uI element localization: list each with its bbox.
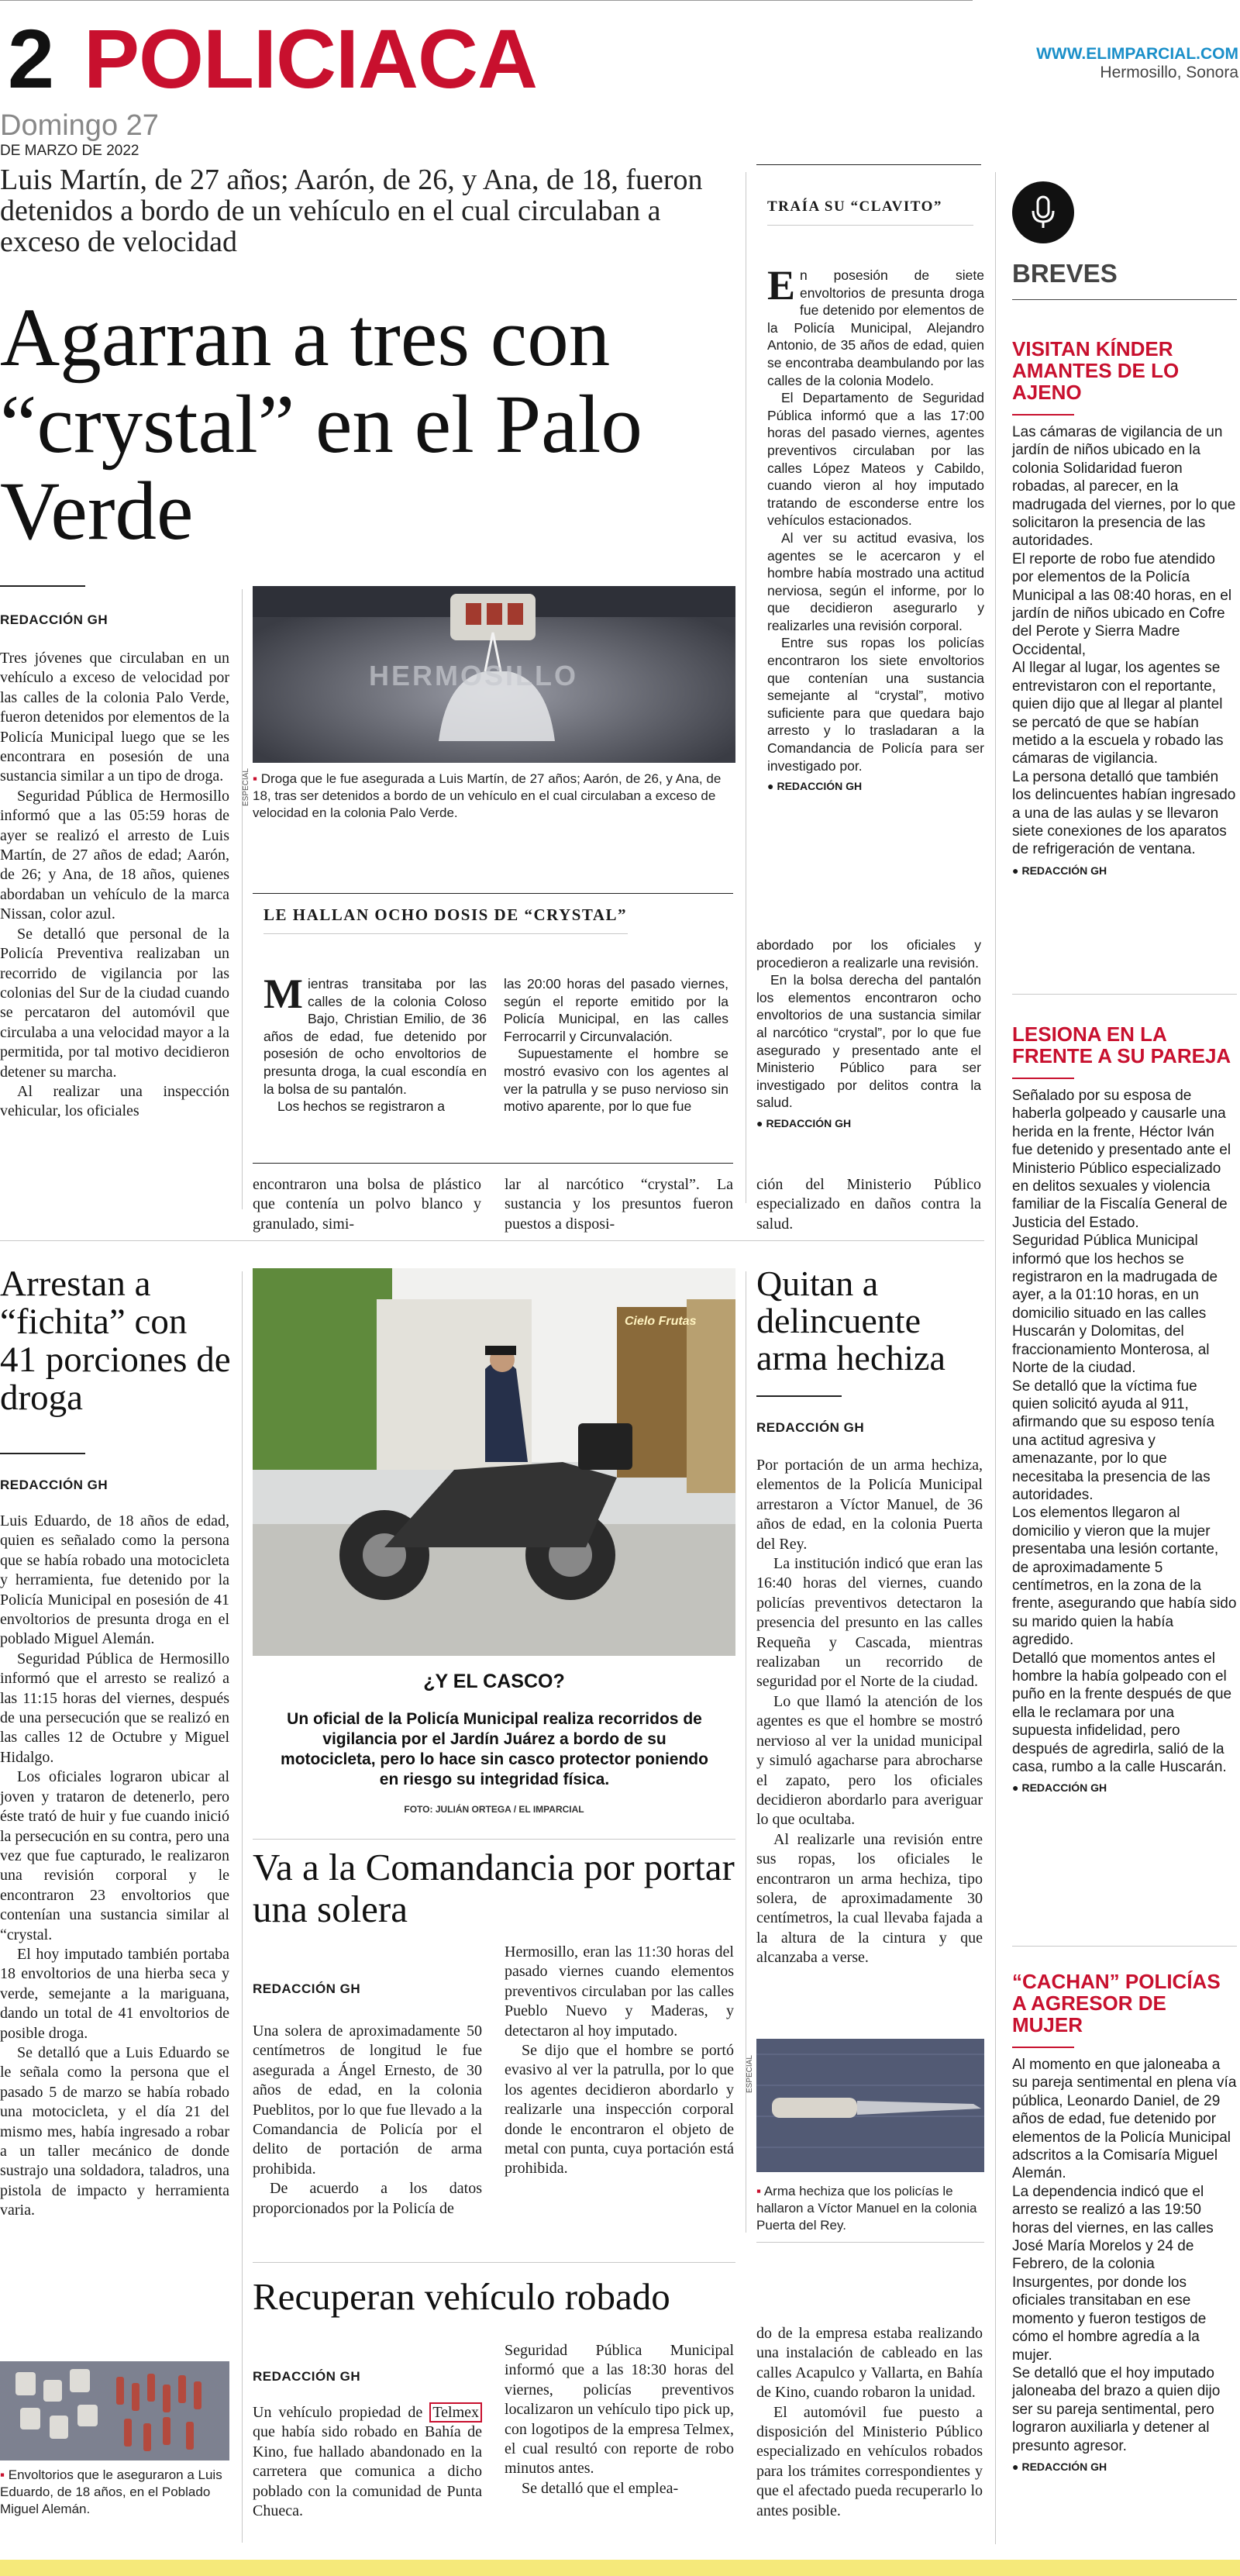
lead-rule [0, 585, 85, 587]
photo-credit: ESPECIAL [746, 2055, 754, 2093]
fichita-photo [0, 2361, 229, 2460]
section-divider [756, 2242, 984, 2243]
lead-paragraph: lar al narcótico “crystal”. La sustancia y los presuntos fueron puestos a disposi- [505, 1176, 733, 1233]
robado-byline: REDACCIÓN GH [253, 2369, 361, 2384]
box-title-rule [264, 933, 628, 934]
casco-title: ¿Y EL CASCO? [423, 1671, 565, 1692]
solera-paragraph: Hermosillo, eran las 11:30 horas del pasado viernes cuando elementos preventivos circulaban por las calles Pueblo Nuevo y Maderas, y detectaron al hoy imputado. [505, 1943, 734, 2040]
breve-rule [1012, 1078, 1074, 1079]
hechiza-paragraph: Al realizarle una revisión entre sus ropas, los oficiales le encontraron un arma hechiza, tipo solera, de aproximadamente 30 centímetros, la cual llevaba fajada a la altura de la cintura y que alcanzaba a verse. [756, 1830, 983, 1967]
robado-col-3 [756, 2324, 983, 2521]
solera-paragraph: Una solera de aproximadamente 50 centímetros de longitud le fue asegurada a Ángel Ernesto, de 30 años de edad, en la colonia Pueblitos, por lo que fue llevado a la Comandancia de Policía por el delito de portación de arma prohibida. [253, 2023, 482, 2178]
box-rule [253, 893, 733, 894]
breve-rule [1012, 414, 1074, 416]
solera-paragraph: De acuerdo a los datos proporcionados por la Policía de [253, 2180, 482, 2217]
breve-body [1012, 1087, 1237, 1798]
dropcap: E [767, 262, 796, 309]
casco-photo [253, 1268, 735, 1656]
robado-text: que había sido robado en Bahía de Kino, fue hallado abandonado en la carretera que comunica a dicho poblado con la comunidad de Punta Chueca. [253, 2423, 482, 2520]
section-divider [253, 2262, 735, 2263]
highlight-mark: Telmex [429, 2402, 482, 2423]
website-link[interactable]: WWW.ELIMPARCIAL.COM [1036, 45, 1238, 63]
breves-rule [1012, 299, 1237, 300]
fichita-body [0, 1512, 229, 2221]
lead-col-3 [505, 1175, 733, 1234]
lead-paragraph: Se detalló que personal de la Policía Preventiva realizaban un recorrido de vigilancia por las colonias del Sur de la ciudad cuando se percataron del automóvil que circulaba a una velocidad mayor a la permitida, por tal motivo decidieron detener su marcha. [0, 925, 229, 1081]
clavito-paragraph: n posesión de siete envoltorios de presunta droga fue detenido por elementos de la Policía Municipal, Alejandro Antonio, de 35 años de edad, quien se encontraba deambulando por las calles de la colonia Modelo. [767, 267, 984, 388]
lead-paragraph: Tres jóvenes que circulaban en un vehículo a exceso de velocidad por las calles de la colonia Palo Verde, fueron detenidos por elementos de la Policía Municipal luego que se les encontrara en posesión de una sustancia similar a un tipo de droga. [0, 650, 229, 785]
breve-divider [1012, 994, 1237, 995]
breve-paragraph: Se detalló que la víctima fue quien solicitó ayuda al 911, afirmando que su esposo tenía una actitud agresiva y amenazante, por lo que necesitaba la presencia de las autoridades. [1012, 1378, 1214, 1503]
bottom-band [0, 2560, 1240, 2576]
clavito-title-rule [767, 225, 973, 226]
breve-paragraph: La dependencia indicó que el arresto se realizó a las 19:50 horas del viernes, en las calles José María Morelos y 24 de Febrero, de la colonia Insurgentes, por donde los oficiales transitaban en ese momento y fueron testigos de cómo el hombre agredía a la mujer. [1012, 2183, 1214, 2364]
fichita-byline: REDACCIÓN GH [0, 1478, 108, 1492]
breve-paragraph: El reporte de robo fue atendido por elementos de la Policía Municipal a las 08:40 horas, en el jardín de niños ubicado en Cofre del Perote y Sierra Madre Occidental, [1012, 550, 1232, 658]
breve-paragraph: Las cámaras de vigilancia de un jardín de niños ubicado en la colonia Solidaridad fueron robadas, al parecer, en la madrugada del viernes, por lo que solicitaron la presencia de las autoridades. [1012, 424, 1236, 550]
breve-headline: VISITAN KÍNDER AMANTES DE LO AJENO [1012, 337, 1180, 404]
fichita-headline: Arrestan a “fichita” con 41 porciones de droga [0, 1264, 231, 1418]
hechiza-paragraph: La institución indicó que eran las 16:40 horas del viernes, cuando policías preventivos detectaron la presencia del presunto en las calles Requeña y Cascada, mientras realizaban un recorrido de seguridad por el Norte de la ciudad. [756, 1555, 983, 1691]
solera-byline: REDACCIÓN GH [253, 1981, 361, 1996]
breve-headline: LESIONA EN LA FRENTE A SU PAREJA [1012, 1022, 1231, 1067]
fichita-caption [0, 2467, 229, 2518]
fichita-caption-text: Envoltorios que le aseguraron a Luis Eduardo, de 18 años, en el Poblado Miguel Alemán. [0, 2467, 222, 2516]
breve-paragraph: Los elementos llegaron al domicilio y vieron que la mujer presentaba una lesión cortante, de aproximadamente 5 centímetros, en la zona de la frente, asegurando que había sido su marido quien la había agredido. [1012, 1505, 1237, 1649]
lead-caption [253, 771, 733, 822]
lead-col-2 [253, 1175, 481, 1234]
ocho-dosis-col-1 [264, 971, 487, 1116]
envoltorios-photo [0, 2361, 229, 2460]
hechiza-caption [756, 2183, 984, 2234]
clavito-body [767, 262, 984, 795]
fichita-paragraph: Seguridad Pública de Hermosillo informó que el arresto se realizó a las 11:15 horas del viernes, después de una persecución que se realizó en las calles 12 de Octubre y Miguel Hidalgo. [0, 1650, 229, 1766]
breve-rule [1012, 2047, 1074, 2048]
breve-signature: ● REDACCIÓN GH [1012, 2458, 1237, 2476]
lead-caption-text: Droga que le fue asegurada a Luis Martín, de 27 años; Aarón, de 26, y Ana, de 18, tras ser detenidos a bordo de un vehículo en el cual circulaban a exceso de velocidad en la colonia Palo Verde. [253, 771, 722, 820]
caption-bullet: ▪ [756, 2184, 764, 2198]
robado-col-1 [253, 2403, 482, 2521]
breve-paragraph: Al momento en que jaloneaba a su pareja sentimental en plena vía pública, Leonardo Daniel, de 29 años de edad, fue detenido por elementos de la Policía Municipal adscritos a la Comisaría Miguel Alemán. [1012, 2057, 1237, 2182]
lead-headline: Agarran a tres con “crystal” en el Palo Verde [0, 292, 642, 557]
lead-col-4 [756, 1175, 981, 1234]
caption-bullet: ▪ [0, 2467, 9, 2482]
casco-text: Un oficial de la Policía Municipal realiza recorridos de vigilancia por el Jardín Juárez a bordo de su motocicleta, pero lo hace sin casco protector poniendo en riesgo su integridad física. [281, 1710, 708, 1788]
robado-headline: Recuperan vehículo robado [253, 2275, 670, 2318]
fichita-paragraph: El hoy imputado también portaba 18 envoltorios de una hierba seca y verde, semejante a la mariguana, dando un total de 41 envoltorios de posible droga. [0, 1945, 229, 2042]
clavito-top-rule [756, 164, 981, 165]
breve-paragraph: Seguridad Pública Municipal informó que los hechos se registraron en la madrugada de ayer, a la 01:10 horas, en un domicilio situado en las calles Huscarán y Dolomitas, del fraccionamiento Monterosa, al Norte de la ciudad. [1012, 1233, 1218, 1377]
page-number: 2 [8, 12, 53, 105]
hechiza-paragraph: Lo que llamó la atención de los agentes es que el hombre se mostró nervioso al ver la unidad municipal y simuló agacharse para abrocharse el zapato, pero los oficiales decidieron abordarlo para averiguar lo que ocultaba. [756, 1692, 983, 1829]
breve-divider [1012, 1946, 1237, 1947]
caption-bullet: ▪ [253, 771, 261, 786]
top-rule [0, 0, 973, 1]
hechiza-byline: REDACCIÓN GH [756, 1420, 865, 1435]
lead-paragraph: encontraron una bolsa de plástico que contenía un polvo blanco y granulado, simi- [253, 1176, 481, 1233]
breve-3 [1012, 1971, 1237, 2476]
breve-paragraph: Señalado por su esposa de haberla golpeado y causarle una herida en la frente, Héctor Iván fue detenido y presentado ante el Ministerio Público especializado en delitos sexuales y violencia familiar de la Fiscalía General de Justicia del Estado. [1012, 1088, 1231, 1231]
ocho-dosis-paragraph: ientras transitaba por las calles de la colonia Coloso Bajo, Christian Emilio, de 36 años de edad, fue detenido por posesión de ocho envoltorios de presunta droga, la cual escondía en la bolsa de su pantalón. [264, 976, 487, 1097]
clavito-title: TRAÍA SU “CLAVITO” [767, 198, 942, 215]
fichita-paragraph: Luis Eduardo, de 18 años de edad, quien es señalado como la persona que se había robado una motocicleta y herramienta, fue detenido por la Policía Municipal en posesión de 41 envoltorios de presunta droga en el poblado Miguel Alemán. [0, 1512, 229, 1648]
section-divider [253, 1839, 735, 1840]
breve-body [1012, 423, 1237, 880]
solera-col-2 [505, 1943, 734, 2179]
robado-paragraph [253, 2403, 482, 2521]
ocho-dosis-paragraph: Los hechos se registraron a [277, 1098, 445, 1115]
robado-paragraph: do de la empresa estaba realizando una instalación de cableado en las calles Acapulco y Vallarta, en Bahía de Kino, cuando robaron la unidad. [756, 2325, 983, 2402]
breve-paragraph: La persona detalló que también los delincuentes habían ingresado a una de las aulas y se llevaron siete conexiones de los aparatos de refrigeración de ventana. [1012, 768, 1236, 858]
clavito-paragraph: El Departamento de Seguridad Pública informó que a las 17:00 horas del pasado viernes, agentes preventivos circulaban por las calles López Mateos y Cabildo, cuando vieron al hoy imputado tratando de esconderse entre los vehículos estacionados. [767, 390, 984, 529]
photo-credit: ESPECIAL [242, 768, 250, 806]
lead-photo [253, 586, 735, 763]
breve-paragraph: Se detalló que el hoy imputado jaloneaba del brazo a quien dijo ser su pareja sentimental, pero lograron auxiliarla y detener al presunto agresor. [1012, 2364, 1221, 2454]
fichita-paragraph: Se detalló que a Luis Eduardo se le señala como la persona que el pasado 5 de marzo se había robado una motocicleta, y el día 21 del mismo mes, había ingresado a robar a un taller mecánico de donde sustrajo una soldadora, taladros, una pistola de impacto y herramienta varia. [0, 2043, 229, 2219]
robado-paragraph: Se detalló que el emplea- [522, 2479, 679, 2497]
box-bottom-rule [253, 1163, 733, 1164]
breves-title: BREVES [1012, 259, 1118, 288]
fruit-stand-sign: Cielo Frutas [625, 1315, 697, 1328]
lead-paragraph: Al realizar una inspección vehicular, los oficiales [0, 1082, 229, 1120]
issue-day: Domingo 27 [0, 109, 159, 142]
hechiza-caption-text: Arma hechiza que los policías le hallaron a Víctor Manuel en la colonia Puerta del Rey. [756, 2184, 977, 2233]
lead-byline: REDACCIÓN GH [0, 612, 108, 627]
fichita-rule [0, 1453, 85, 1454]
column-rule [242, 589, 243, 1209]
breve-paragraph: Al llegar al lugar, los agentes se entrevistaron con el reportante, quien dijo que al llegar al plantel se percató de que se habían metido a la escuela y robado las cámaras de vigilancia. [1012, 660, 1224, 767]
robado-paragraph: Seguridad Pública Municipal informó que a las 18:30 horas del viernes, policías preventivos localizaron un vehículo tipo pick up, con logotipos de la empresa Telmex, el cual resultó con reporte de robo minutos antes. [505, 2342, 734, 2478]
breve-body [1012, 2056, 1237, 2476]
ocho-dosis-paragraph: abordado por los oficiales y procedieron a realizarle una revisión. [756, 937, 981, 971]
casco-credit: FOTO: JULIÁN ORTEGA / EL IMPARCIAL [404, 1804, 584, 1815]
lead-paragraph: Seguridad Pública de Hermosillo informó que a las 05:59 horas de ayer se realizó el arresto de Luis Martín, de 27 años de edad; Aarón, de 26; y Ana, de 18 años, quienes abordaban un vehículo de la marca Nissan, color azul. [0, 787, 229, 923]
microphone-icon [1012, 181, 1074, 243]
ocho-dosis-col-2 [504, 975, 728, 1116]
breve-2 [1012, 1023, 1237, 1798]
ocho-dosis-col-3 [756, 936, 981, 1133]
column-rule [995, 172, 996, 2544]
fichita-paragraph: Los oficiales lograron ubicar al joven y trataron de detenerlo, pero éste trató de huir y fue cuando inició la persecución en su contra, pero una vez que fue capturado, le realizaron una revisión corporal y le encontraron 23 envoltorios que contenían una sustancia similar al “crystal. [0, 1768, 229, 1943]
breve-1 [1012, 338, 1237, 880]
section-title: POLICIACA [84, 12, 537, 105]
breve-paragraph: Detalló que momentos antes el hombre la había golpeado con el puño en la frente después de que ella le reclamara por una supuesta infidelidad, pero después de agredirla, salió de la casa, rumbo a la calle Huscarán. [1012, 1650, 1232, 1776]
solera-headline: Va a la Comandancia por portar una solera [253, 1846, 735, 1930]
hechiza-rule [756, 1395, 842, 1397]
ocho-dosis-title: LE HALLAN OCHO DOSIS DE “CRYSTAL” [264, 905, 628, 924]
hechiza-headline: Quitan a delincuente arma hechiza [756, 1264, 946, 1378]
clavito-paragraph: Entre sus ropas los policías encontraron los siete envoltorios que contenían una sustancia semejante al “crystal”, motivo suficiente para que quedara bajo arresto y lo trasladaran a la Comandancia de Policía para ser investigado por. [767, 635, 984, 774]
robado-paragraph: El automóvil fue puesto a disposición del Ministerio Público especializado en vehículos robados para los trámites correspondientes y que el afectado pueda recuperarlo lo antes posible. [756, 2403, 983, 2519]
ocho-dosis-paragraph: En la bolsa derecha del pantalón los elementos encontraron ocho envoltorios de una sustancia similar al narcótico “crystal”, por lo que fue asegurado y presentado ante el Ministerio Público para ser investigado por delitos contra la salud. [756, 972, 981, 1111]
clavito-signature: ● REDACCIÓN GH [767, 778, 984, 795]
hechiza-photo [756, 2039, 984, 2172]
issue-date: DE MARZO DE 2022 [0, 143, 140, 159]
ocho-dosis-paragraph: Supuestamente el hombre se mostró evasivo con los agentes al ver la patrulla y se puso nervioso sin motivo aparente, por lo que fue [504, 1046, 728, 1115]
robado-col-2 [505, 2341, 734, 2498]
robado-text: Un vehículo propiedad de [253, 2404, 430, 2421]
ocho-dosis-paragraph: las 20:00 horas del pasado viernes, según el reporte emitido por la Policía Municipal, en las calles Ferrocarril y Circunvalación. [504, 976, 728, 1044]
solera-col-1 [253, 2022, 482, 2219]
breve-signature: ● REDACCIÓN GH [1012, 862, 1237, 880]
lead-paragraph: ción del Ministerio Público especializado en daños contra la salud. [756, 1176, 981, 1233]
breve-signature: ● REDACCIÓN GH [1012, 1779, 1237, 1797]
city-label: Hermosillo, Sonora [1100, 64, 1238, 81]
photo-embossed-text: HERMOSILLO [369, 660, 578, 691]
solera-paragraph: Se dijo que el hombre se portó evasivo al ver la patrulla, por lo que los agentes decidieron abordarlo y realizarle una inspección corporal donde le encontraron el objeto de metal con punta, cuya portación está prohibida. [505, 2042, 734, 2178]
ocho-dosis-signature: ● REDACCIÓN GH [756, 1115, 981, 1133]
dropcap: M [264, 971, 303, 1017]
knife-photo [756, 2039, 984, 2172]
section-divider [0, 1240, 984, 1241]
lead-col-1 [0, 649, 229, 1122]
clavito-paragraph: Al ver su actitud evasiva, los agentes se le acercaron y el hombre había mostrado una actitud nerviosa, según el informe, por lo que decidieron asegurarlo y realizarles una revisión corporal. [767, 529, 984, 633]
breve-headline: “CACHAN” POLICÍAS A AGRESOR DE MUJER [1012, 1970, 1221, 2036]
hechiza-paragraph: Por portación de un arma hechiza, elementos de la Policía Municipal arrestaron a Víctor Manuel, de 36 años de edad, en la colonia Puerta del Rey. [756, 1457, 983, 1553]
hechiza-body [756, 1456, 983, 1968]
lead-kicker: Luis Martín, de 27 años; Aarón, de 26, y Ana, de 18, fueron detenidos a bordo de un vehículo en el cual circulaban a exceso de velocidad [0, 164, 703, 258]
column-rule [242, 1271, 243, 2543]
